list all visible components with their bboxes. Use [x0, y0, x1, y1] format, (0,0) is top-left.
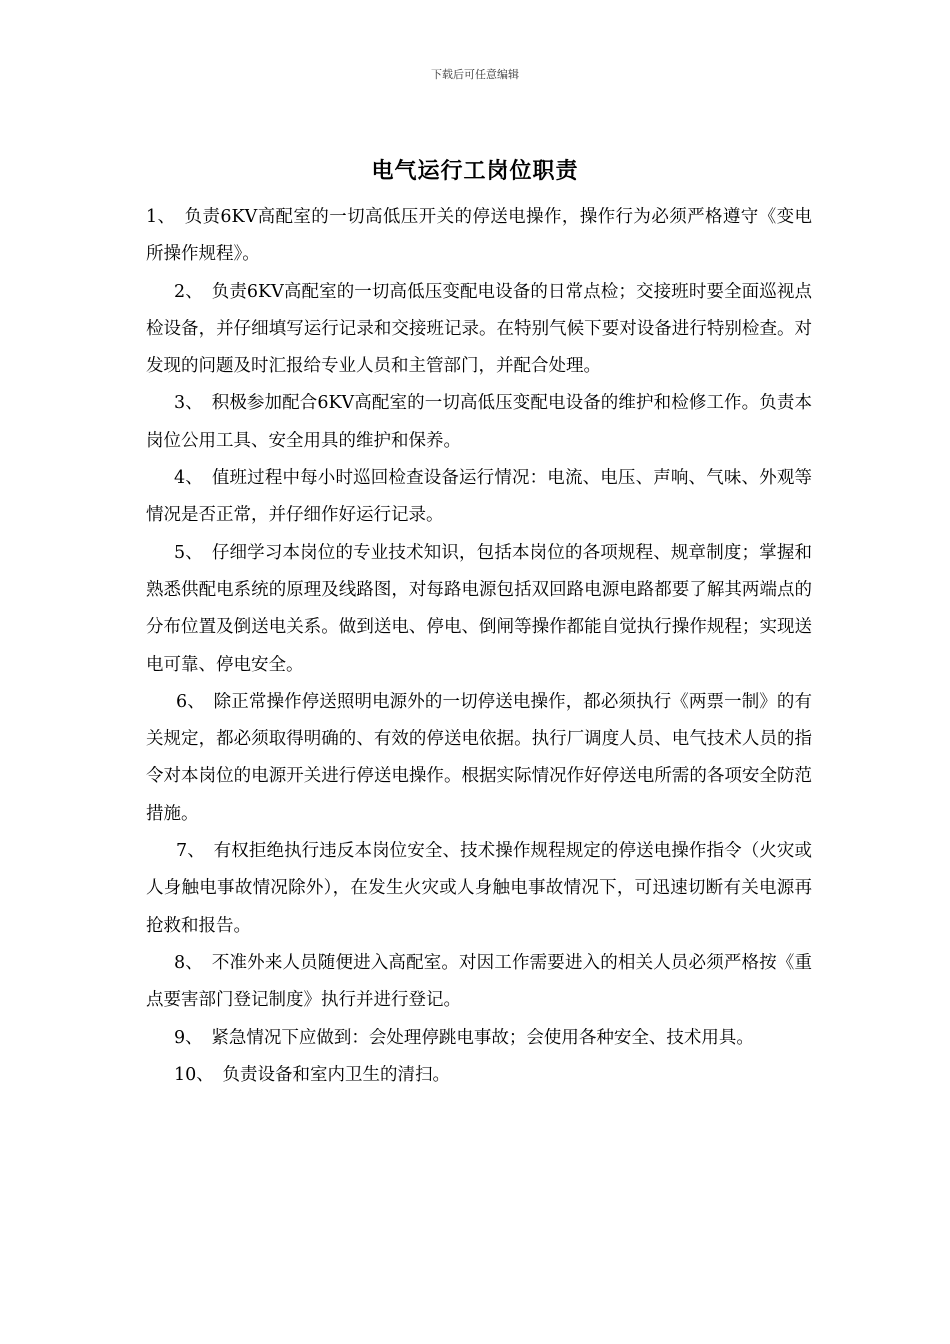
paragraph-7: 7、 有权拒绝执行违反本岗位安全、技术操作规程规定的停送电操作指令（火灾或人身触电事故情况除外），在发生火灾或人身触电事故情况下，可迅速切断有关电源再抢救和报告。 — [146, 841, 812, 936]
paragraph-1: 1、 负责6KV高配室的一切高低压开关的停送电操作，操作行为必须严格遵守《变电所操作规程》。 — [146, 207, 812, 265]
paragraph-4: 4、 值班过程中每小时巡回检查设备运行情况：电流、电压、声响、气味、外观等情况是否正常，并仔细作好运行记录。 — [146, 468, 812, 526]
document-body — [146, 199, 812, 1094]
page-header: 下载后可任意编辑 — [431, 68, 519, 81]
paragraph-2: 2、 负责6KV高配室的一切高低压变配电设备的日常点检；交接班时要全面巡视点检设备，并仔细填写运行记录和交接班记录。在特别气候下要对设备进行特别检查。对发现的问题及时汇报给专业人员和主管部门，并配合处理。 — [146, 281, 812, 377]
paragraph-6: 6、 除正常操作停送照明电源外的一切停送电操作，都必须执行《两票一制》的有关规定，都必须取得明确的、有效的停送电依据。执行厂调度人员、电气技术人员的指令对本岗位的电源开关进行停送电操作。根据实际情况作好停送电所需的各项安全防范措施。 — [146, 691, 812, 824]
document-title: 电气运行工岗位职责 — [371, 158, 579, 184]
paragraph-9: 9、 紧急情况下应做到：会处理停跳电事故；会使用各种安全、技术用具。 — [174, 1027, 754, 1048]
paragraph-8: 8、 不准外来人员随便进入高配室。对因工作需要进入的相关人员必须严格按《重点要害部门登记制度》执行并进行登记。 — [146, 952, 812, 1011]
paragraph-10: 10、 负责设备和室内卫生的清扫。 — [174, 1064, 451, 1085]
paragraph-3: 3、 积极参加配合6KV高配室的一切高低压变配电设备的维护和检修工作。负责本岗位公用工具、安全用具的维护和保养。 — [146, 393, 812, 451]
paragraph-5: 5、 仔细学习本岗位的专业技术知识，包括本岗位的各项规程、规章制度；掌握和熟悉供配电系统的原理及线路图，对每路电源包括双回路电源电路都要了解其两端点的分布位置及倒送电关系。做到送电、停电、倒闸等操作都能自觉执行操作规程；实现送电可靠、停电安全。 — [146, 542, 812, 675]
